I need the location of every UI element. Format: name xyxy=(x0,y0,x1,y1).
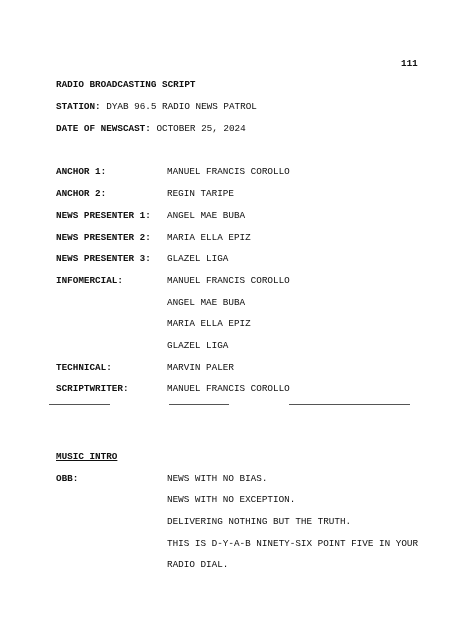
obb-line: THIS IS D-Y-A-B NINETY-SIX POINT FIVE IN YOUR xyxy=(167,538,419,549)
credit-value: MANUEL FRANCIS COROLLO xyxy=(167,383,290,394)
obb-label: OBB: xyxy=(56,473,79,484)
page-number: 111 xyxy=(401,58,418,69)
script-title: RADIO BROADCASTING SCRIPT xyxy=(56,79,196,90)
credit-value: MARVIN PALER xyxy=(167,362,234,373)
credit-value: MARIA ELLA EPIZ xyxy=(167,232,251,243)
date-value: OCTOBER 25, 2024 xyxy=(156,123,246,134)
station-value: DYAB 96.5 RADIO NEWS PATROL xyxy=(106,101,257,112)
date-label: DATE OF NEWSCAST: xyxy=(56,123,151,134)
date-line xyxy=(56,123,246,134)
credit-value: REGIN TARIPE xyxy=(167,188,234,199)
obb-line: DELIVERING NOTHING BUT THE TRUTH. xyxy=(167,516,352,527)
obb-line: NEWS WITH NO EXCEPTION. xyxy=(167,494,296,505)
credit-value: MANUEL FRANCIS COROLLO xyxy=(167,166,290,177)
credit-value: ANGEL MAE BUBA xyxy=(167,210,246,221)
divider-segment xyxy=(49,404,110,405)
credit-value: GLAZEL LIGA xyxy=(167,253,229,264)
credit-label: INFOMERCIAL: xyxy=(56,275,123,286)
credit-value: ANGEL MAE BUBA xyxy=(167,297,246,308)
music-intro-heading: MUSIC INTRO xyxy=(56,451,118,462)
divider-segment xyxy=(169,404,229,405)
obb-line: NEWS WITH NO BIAS. xyxy=(167,473,268,484)
credit-label: ANCHOR 2: xyxy=(56,188,107,199)
station-label: STATION: xyxy=(56,101,101,112)
credit-label: NEWS PRESENTER 1: xyxy=(56,210,151,221)
credit-label: SCRIPTWRITER: xyxy=(56,383,129,394)
divider-segment xyxy=(289,404,410,405)
credit-label: NEWS PRESENTER 2: xyxy=(56,232,151,243)
credit-value: MARIA ELLA EPIZ xyxy=(167,318,251,329)
station-line xyxy=(56,101,257,112)
credit-label: NEWS PRESENTER 3: xyxy=(56,253,151,264)
obb-line: RADIO DIAL. xyxy=(167,559,229,570)
credit-label: TECHNICAL: xyxy=(56,362,112,373)
credit-value: MANUEL FRANCIS COROLLO xyxy=(167,275,290,286)
credit-label: ANCHOR 1: xyxy=(56,166,107,177)
credit-value: GLAZEL LIGA xyxy=(167,340,229,351)
